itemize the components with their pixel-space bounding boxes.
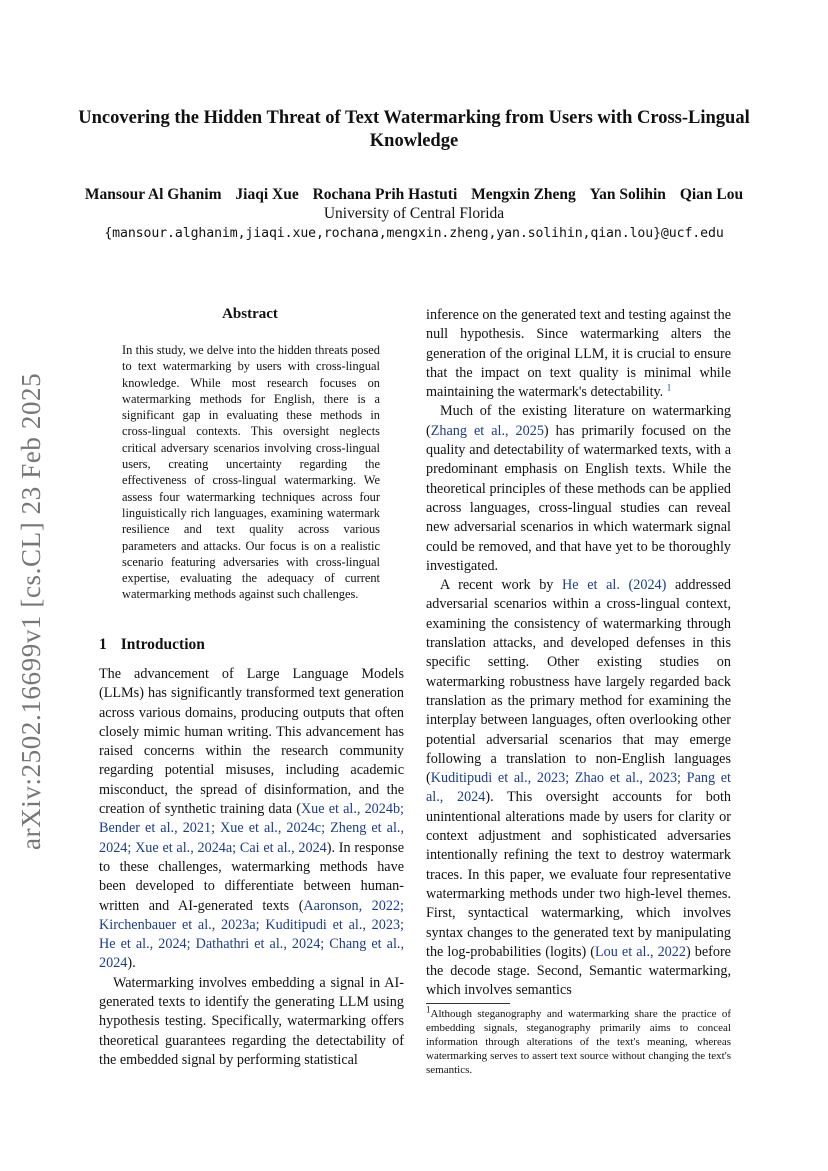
section-heading	[99, 636, 205, 654]
citation-link[interactable]: Zhang et al., 2025	[430, 422, 544, 439]
citation-link[interactable]: Lou et al., 2022	[595, 943, 686, 960]
section-title: Introduction	[120, 636, 205, 653]
footnote-text: Although steganography and watermarking share the practice of embedding signals, steganography primarily aims to conceal information through alterations of the text's meaning, whereas watermarking serves to assert text source without changing the text's semantics.	[426, 1008, 731, 1076]
author-name: Qian Lou	[679, 186, 744, 203]
affiliation: University of Central Florida	[323, 205, 505, 222]
author-name: Mansour Al Ghanim	[84, 186, 222, 203]
right-column	[426, 306, 731, 1001]
text-run: ). This oversight accounts for both unintentional alterations made by users for clarity or context adjustment and sophisticated adversaries intentionally refining the text to destroy watermark traces. In this paper, we evaluate four representative watermarking methods under two high-level themes. First, syntactical watermarking, which involves syntax changes to the generated text by manipulating the log-probabilities (logits) (	[426, 789, 731, 960]
text-run: Much of the existing literature on watermarking (	[426, 403, 731, 439]
paper-title: Uncovering the Hidden Threat of Text Watermarking from Users with Cross-Lingual Knowledge	[78, 108, 750, 151]
text-run: addressed adversarial scenarios within a cross-lingual context, examining the consistency of watermarking through translation attacks, and developed defenses in this specific setting. Other existing studies on watermarking robustness have largely regarded back translation as the primary method for examining the interplay between languages, often overlooking other potential adversarial scenarios that may emerge following a translation to non-English languages (	[426, 577, 731, 787]
paragraph	[426, 402, 731, 576]
author-name: Rochana Prih Hastuti	[312, 186, 458, 203]
paragraph	[99, 974, 404, 1070]
citation-link[interactable]: Kuditipudi et al., 2023; Zhao et al., 2023; Pang et al., 2024	[426, 770, 731, 806]
left-column	[99, 665, 404, 1070]
author-name: Yan Solihin	[589, 186, 666, 203]
text-run: ) before the decode stage. Second, Semantic watermarking, which involves semantics	[426, 943, 731, 999]
author-name: Jiaqi Xue	[235, 186, 299, 203]
text-run: Watermarking involves embedding a signal in AI-generated texts to identify the generating LLM using hypothesis testing. Specifically, watermarking offers theoretical guarantees regarding the detectability of the embedded signal by performing statistical	[99, 974, 404, 1068]
text-run: The advancement of Large Language Models (LLMs) has significantly transformed text generation across various domains, producing outputs that often closely mimic human writing. This advancement has raised concerns within the research community regarding potential misuses, including academic misconduct, the spread of disinformation, and the creation of synthetic training data (	[99, 666, 404, 818]
footnote-marker[interactable]: 1	[666, 382, 672, 393]
paragraph	[426, 306, 731, 402]
citation-link[interactable]: He et al. (2024)	[562, 577, 667, 594]
paragraph	[99, 665, 404, 974]
citation-link[interactable]: Aaronson, 2022; Kirchenbauer et al., 2023a; Kuditipudi et al., 2023; He et al., 2024; Dathathri et al., 2024; Chang et al., 2024	[99, 897, 404, 972]
author-emails: {mansour.alghanim,jiaqi.xue,rochana,mengxin.zheng,yan.solihin,qian.lou}@ucf.edu	[104, 226, 724, 241]
text-run: ). In response to these challenges, watermarking methods have been developed to differentiate between human-written and AI-generated texts (	[99, 839, 404, 914]
abstract-body: In this study, we delve into the hidden threats posed to text watermarking by users with cross-lingual knowledge. While most research focuses on watermarking methods for English, there is a significant gap in evaluating these methods in cross-lingual contexts. This oversight neglects critical adversary scenarios involving cross-lingual users, creating uncertainty regarding the effectiveness of cross-lingual watermarking. We assess four watermarking techniques across four linguistically rich languages, examining watermark resilience and text quality across various parameters and attacks. Our focus is on a realistic scenario featuring adversaries with cross-lingual expertise, evaluating the adequacy of current watermarking methods against such challenges.	[122, 343, 380, 602]
paragraph	[426, 576, 731, 1001]
author-list	[40, 186, 788, 204]
footnote-number: 1	[426, 1004, 431, 1015]
text-run: A recent work by	[440, 577, 563, 594]
footnote-rule	[426, 1003, 510, 1004]
section-number: 1	[99, 636, 107, 653]
text-run: ).	[127, 955, 136, 972]
arxiv-stamp: arXiv:2502.16699v1 [cs.CL] 23 Feb 2025	[16, 372, 46, 850]
citation-link[interactable]: Xue et al., 2024b; Bender et al., 2021; Xue et al., 2024c; Zheng et al., 2024; Xue et al., 2024a; Cai et al., 2024	[99, 801, 404, 856]
author-name: Mengxin Zheng	[471, 186, 576, 203]
text-run: inference on the generated text and testing against the null hypothesis. Since watermarking alters the generation of the original LLM, it is crucial to ensure that the impact on text quality is minimal while maintaining the watermark's detectability.	[426, 307, 731, 401]
footnote	[426, 1004, 731, 1078]
text-run: ) has primarily focused on the quality and detectability of watermarked texts, with a predominant emphasis on English texts. While the theoretical principles of these methods can be applied across languages, cross-lingual studies can reveal new adversarial scenarios in which watermark signal could be removed, and that have yet to be thoroughly investigated.	[426, 422, 731, 574]
abstract-heading: Abstract	[222, 306, 278, 322]
